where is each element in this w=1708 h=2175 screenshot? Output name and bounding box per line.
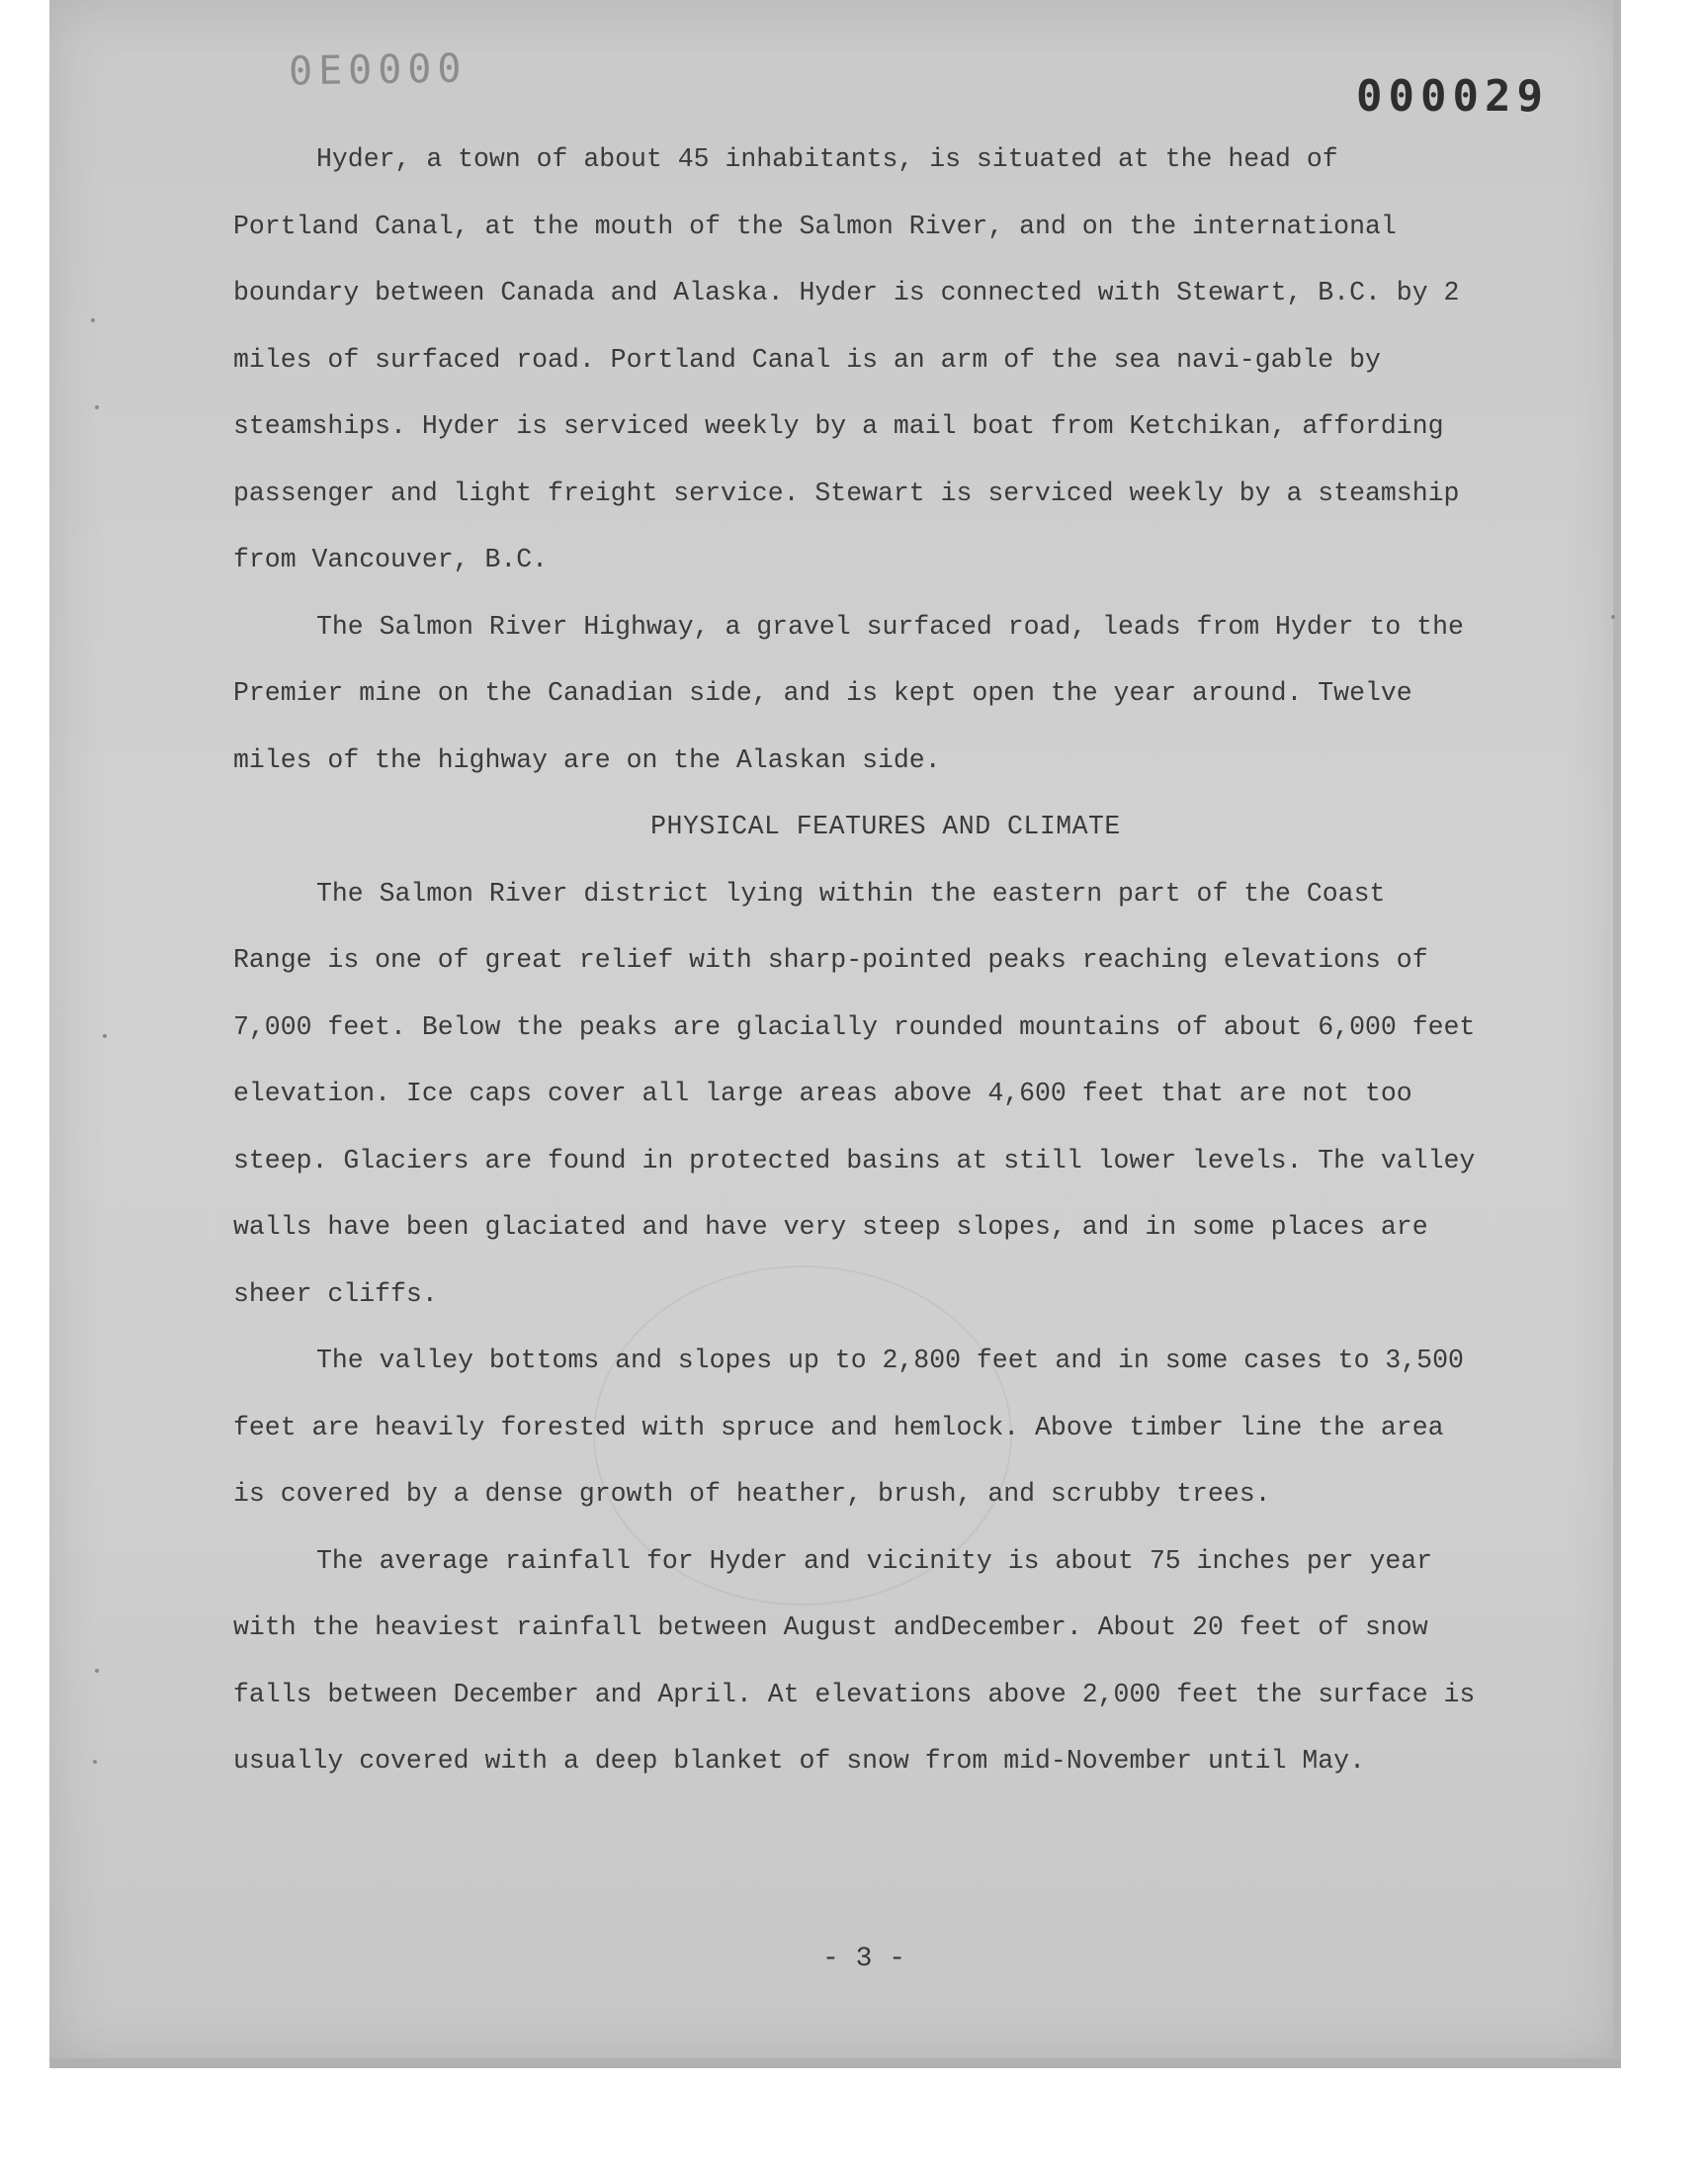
paragraph-relief: The Salmon River district lying within the eastern part of the Coast Range is one of great relief with sharp-pointed peaks reaching elevations of 7,000 feet. Below the peaks are glacially rounded mountains of about 6,000 feet elevation. Ice caps cover all large areas above 4,600 feet that are not too steep. Glaciers are found in protected basins at still lower levels. The valley walls have been glaciated and have very steep slopes, and in some places are sheer cliffs.: [233, 878, 1476, 1309]
sheet-shadow-right: [1613, 0, 1621, 2066]
paper-speck: [103, 1034, 107, 1038]
page-id-stamp: 000029: [1356, 71, 1549, 122]
paper-speck: [95, 405, 99, 409]
paper-speck: [95, 1669, 99, 1673]
paragraph-rainfall: The average rainfall for Hyder and vicinity is about 75 inches per year with the heaviest rainfall between August andDecember. About 20 feet of snow falls between December and April. At elevations above 2,000 feet the surface is usually covered with a deep blanket of snow from mid-November until May.: [233, 1545, 1476, 1776]
section-heading: PHYSICAL FEATURES AND CLIMATE: [650, 812, 1121, 841]
paragraph-forest: The valley bottoms and slopes up to 2,800 feet and in some cases to 3,500 feet are heavily forested with spruce and hemlock. Above timber line the area is covered by a dense growth of heather, brush, and scrubby trees.: [233, 1346, 1464, 1509]
paper-speck: [93, 1760, 97, 1764]
document-body: [233, 127, 1479, 1795]
paper-speck: [1611, 615, 1615, 619]
paragraph-hyder: Hyder, a town of about 45 inhabitants, is situated at the head of Portland Canal, at the mouth of the Salmon River, and on the international boundary between Canada and Alaska. Hyder is connected with Stewart, B.C. by 2 miles of surfaced road. Portland Canal is an arm of the sea navi-gable by steamships. Hyder is serviced weekly by a mail boat from Ketchikan, affording passenger and light freight service. Stewart is serviced weekly by a steamship from Vancouver, B.C.: [233, 144, 1460, 574]
paper-speck: [91, 318, 95, 322]
page-number: - 3 -: [821, 1944, 905, 1974]
paragraph-highway: The Salmon River Highway, a gravel surfaced road, leads from Hyder to the Premier mine on the Canadian side, and is kept open the year around. Twelve miles of the highway are on the Alaskan side.: [233, 611, 1464, 775]
sheet-shadow-bottom: [49, 2058, 1621, 2068]
faded-stamp-number: 0E0000: [288, 45, 468, 95]
